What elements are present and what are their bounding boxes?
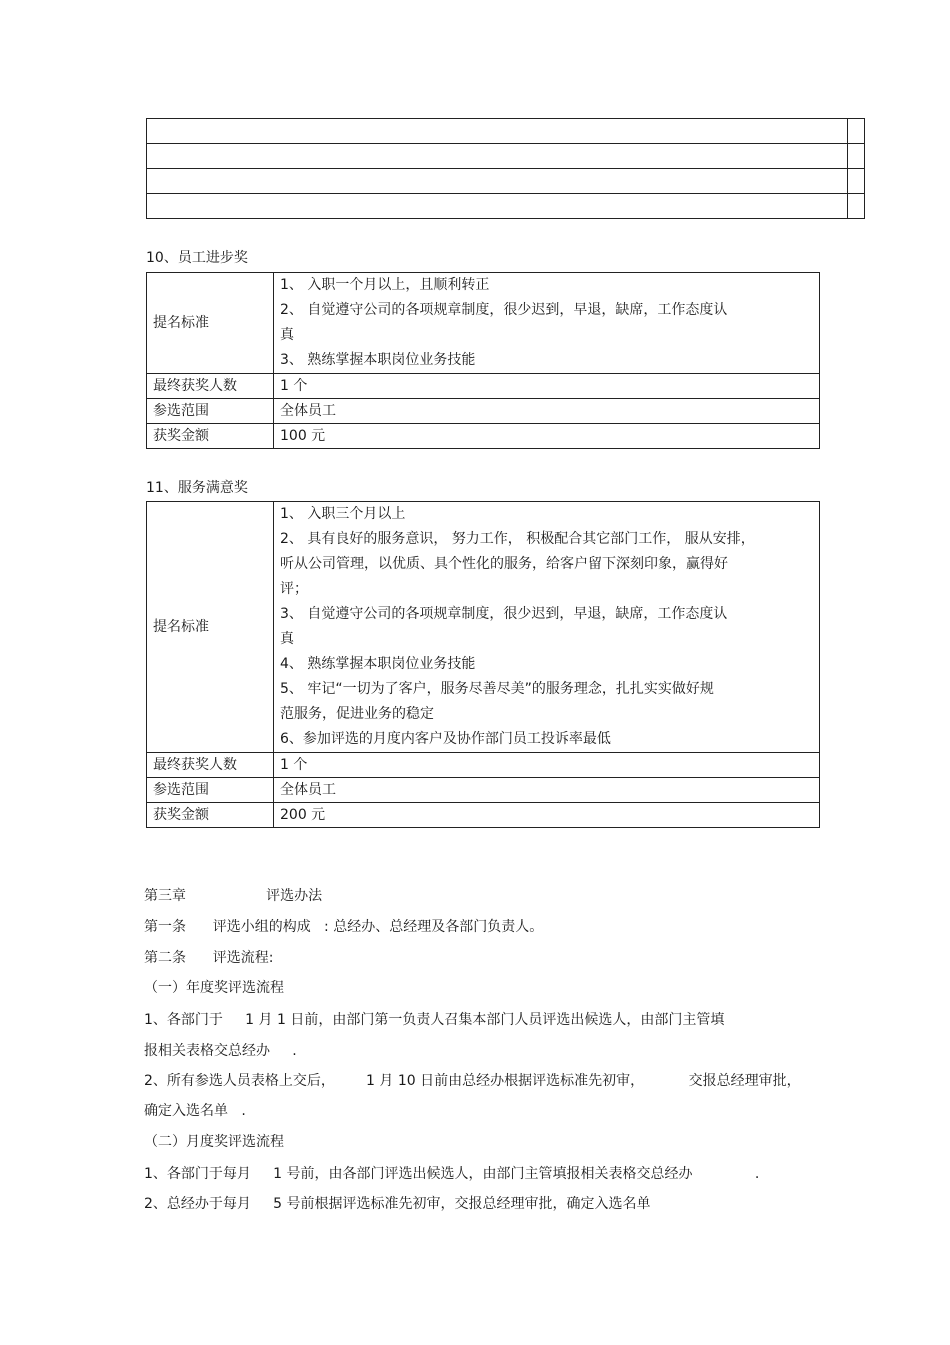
empty-table-row bbox=[147, 119, 865, 144]
empty-cell-wide bbox=[147, 119, 848, 144]
row-value: 全体员工 bbox=[274, 778, 820, 803]
criteria-line: 1、 入职三个月以上 bbox=[280, 506, 406, 522]
empty-cell-narrow bbox=[848, 144, 865, 169]
award11-criteria-label: 提名标准 bbox=[147, 502, 274, 753]
row-label: 获奖金额 bbox=[147, 424, 274, 449]
criteria-line: 6、参加评选的月度内客户及协作部门员工投诉率最低 bbox=[280, 731, 611, 747]
award11-criteria-row bbox=[147, 502, 820, 753]
criteria-line: 听从公司管理，以优质、具个性化的服务，给客户留下深刻印象，赢得好 bbox=[280, 556, 728, 572]
award11-criteria-cell bbox=[274, 502, 820, 753]
chapter3-line: （二）月度奖评选流程 bbox=[144, 1134, 284, 1150]
empty-cell-narrow bbox=[848, 119, 865, 144]
award10-criteria-label: 提名标准 bbox=[147, 273, 274, 374]
criteria-line: 真 bbox=[280, 631, 294, 647]
criteria-line: 评； bbox=[280, 581, 308, 597]
award10-scope-row bbox=[147, 399, 820, 424]
empty-table-row bbox=[147, 169, 865, 194]
award10-criteria-cell bbox=[274, 273, 820, 374]
row-value: 100 元 bbox=[274, 424, 820, 449]
chapter3-line: 1、各部门于 1 月 1 日前，由部门第一负责人召集本部门人员评选出候选人，由部门主管填 bbox=[144, 1012, 725, 1028]
row-label: 获奖金额 bbox=[147, 803, 274, 828]
criteria-line: 4、 熟练掌握本职岗位业务技能 bbox=[280, 656, 476, 672]
chapter3-line: 2、所有参选人员表格上交后， 1 月 10 日前由总经办根据评选标准先初审， 交报总经理审批， bbox=[144, 1073, 801, 1089]
row-label: 参选范围 bbox=[147, 778, 274, 803]
criteria-line: 3、 熟练掌握本职岗位业务技能 bbox=[280, 352, 476, 368]
row-value: 全体员工 bbox=[274, 399, 820, 424]
award11-amount-row bbox=[147, 803, 820, 828]
criteria-line: 3、 自觉遵守公司的各项规章制度，很少迟到，早退，缺席，工作态度认 bbox=[280, 606, 728, 622]
criteria-line: 范服务，促进业务的稳定 bbox=[280, 706, 434, 722]
award11-scope-row bbox=[147, 778, 820, 803]
award11-winners-row bbox=[147, 753, 820, 778]
chapter3-line: 第一条 评选小组的构成 : 总经办、总经理及各部门负责人。 bbox=[144, 919, 544, 935]
row-label: 参选范围 bbox=[147, 399, 274, 424]
empty-cell-wide bbox=[147, 169, 848, 194]
award11-heading: 11、服务满意奖 bbox=[146, 480, 248, 496]
empty-table-row bbox=[147, 194, 865, 219]
empty-cell-narrow bbox=[848, 194, 865, 219]
award10-winners-row bbox=[147, 374, 820, 399]
empty-cell-wide bbox=[147, 194, 848, 219]
chapter3-line: 第二条 评选流程: bbox=[144, 950, 274, 966]
chapter3-title: 第三章 评选办法 bbox=[144, 888, 323, 904]
award10-table bbox=[146, 272, 820, 449]
chapter3-line: 1、各部门于每月 1 号前，由各部门评选出候选人，由部门主管填报相关表格交总经办 . bbox=[144, 1166, 760, 1182]
criteria-line: 2、 自觉遵守公司的各项规章制度，很少迟到，早退，缺席，工作态度认 bbox=[280, 302, 728, 318]
criteria-line: 5、 牢记“一切为了客户，服务尽善尽美”的服务理念，扎扎实实做好规 bbox=[280, 681, 714, 697]
award10-criteria-row bbox=[147, 273, 820, 374]
top-empty-table bbox=[146, 118, 865, 219]
criteria-line: 真 bbox=[280, 327, 294, 343]
award10-heading: 10、员工进步奖 bbox=[146, 250, 248, 266]
empty-cell-narrow bbox=[848, 169, 865, 194]
award10-amount-row bbox=[147, 424, 820, 449]
criteria-line: 1、 入职一个月以上，且顺利转正 bbox=[280, 277, 490, 293]
row-label: 最终获奖人数 bbox=[147, 374, 274, 399]
chapter3-line: 报相关表格交总经办 . bbox=[144, 1043, 297, 1059]
award11-table bbox=[146, 501, 820, 828]
row-value: 200 元 bbox=[274, 803, 820, 828]
criteria-line: 2、 具有良好的服务意识， 努力工作， 积极配合其它部门工作， 服从安排， bbox=[280, 531, 755, 547]
row-value: 1 个 bbox=[274, 753, 820, 778]
chapter3-line: （一）年度奖评选流程 bbox=[144, 980, 284, 996]
empty-table-row bbox=[147, 144, 865, 169]
chapter3-line: 确定入选名单 . bbox=[144, 1103, 246, 1119]
row-value: 1 个 bbox=[274, 374, 820, 399]
chapter3-line: 2、总经办于每月 5 号前根据评选标准先初审，交报总经理审批，确定入选名单 bbox=[144, 1196, 651, 1212]
empty-cell-wide bbox=[147, 144, 848, 169]
row-label: 最终获奖人数 bbox=[147, 753, 274, 778]
